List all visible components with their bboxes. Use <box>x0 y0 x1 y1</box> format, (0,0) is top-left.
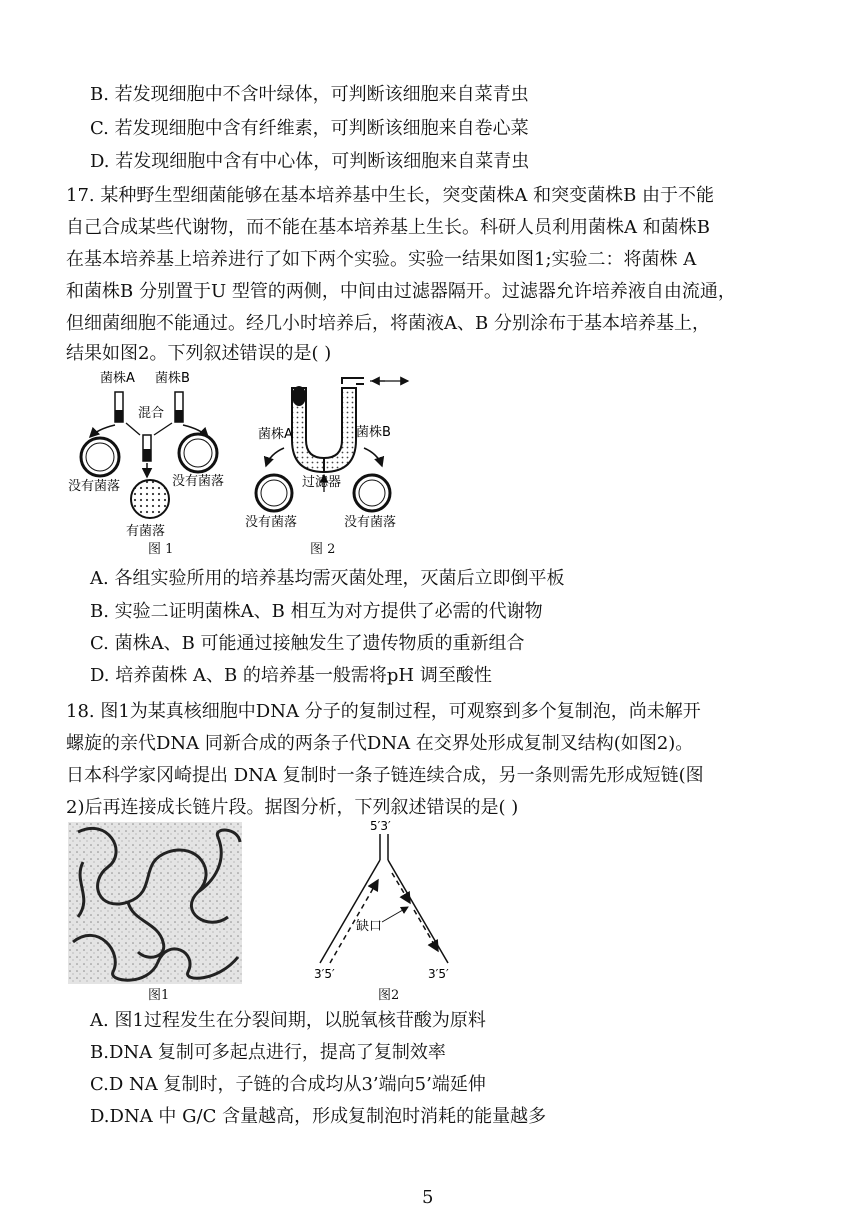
q17-fig1-caption: 图 1 <box>148 542 174 557</box>
q18-fig1-caption: 图1 <box>148 988 170 1003</box>
q17-stem-line-3: 在基本培养基上培养进行了如下两个实验。实验一结果如图1;实验二：将菌株 A <box>66 249 697 270</box>
q18-option-c: C.D NA 复制时，子链的合成均从3’端向5’端延伸 <box>90 1074 486 1095</box>
q17-option-d: D. 培养菌株 A、B 的培养基一般需将pH 调至酸性 <box>90 665 492 686</box>
fig2-no-colony-right: 没有菌落 <box>344 515 397 530</box>
fig2-no-colony-left: 没有菌落 <box>245 515 298 530</box>
q16-option-c: C. 若发现细胞中含有纤维素，可判断该细胞来自卷心菜 <box>90 118 529 139</box>
q18-stem-line-2: 螺旋的亲代DNA 同新合成的两条子代DNA 在交界处形成复制叉结构(如图2)。 <box>66 733 694 754</box>
fig1-no-colony-right: 没有菌落 <box>172 474 225 489</box>
q18-figure-1-micrograph <box>68 822 242 984</box>
fig2-gap-label: 缺口 <box>356 919 383 934</box>
page-number: 5 <box>422 1187 434 1208</box>
fig2-filter-label: 过滤器 <box>302 475 342 490</box>
q16-option-b: B. 若发现细胞中不含叶绿体，可判断该细胞来自菜青虫 <box>90 84 529 105</box>
q18-option-a: A. 图1过程发生在分裂间期，以脱氧核苷酸为原料 <box>90 1010 486 1031</box>
q17-fig2-caption: 图 2 <box>310 542 336 557</box>
fig2-strain-a-label: 菌株A <box>258 427 293 442</box>
q17-option-b: B. 实验二证明菌株A、B 相互为对方提供了必需的代谢物 <box>90 601 543 622</box>
q18-fig2-caption: 图2 <box>378 988 400 1003</box>
fig2-strain-b-label: 菌株B <box>356 425 391 440</box>
fig1-mix-label: 混合 <box>138 406 165 421</box>
q18-stem-line-1: 18. 图1为某真核细胞中DNA 分子的复制过程，可观察到多个复制泡，尚未解开 <box>66 701 701 722</box>
q18-stem-line-4: 2)后再连接成长链片段。据图分析，下列叙述错误的是( ) <box>66 797 519 818</box>
fig1-no-colony-left: 没有菌落 <box>68 479 121 494</box>
q18-figure-2-replication-fork <box>300 818 470 984</box>
q17-stem-line-6: 结果如图2。下列叙述错误的是( ) <box>66 343 332 364</box>
plate-a-icon <box>81 438 119 476</box>
plate-mix-icon <box>131 480 169 518</box>
fig2-bottom-right-label: 3′5′ <box>428 967 449 981</box>
q18-option-d: D.DNA 中 G/C 含量越高，形成复制泡时消耗的能量越多 <box>90 1106 547 1127</box>
fig1-strain-a-label: 菌株A <box>100 371 135 386</box>
q17-stem-line-2: 自己合成某些代谢物，而不能在基本培养基上生长。科研人员利用菌株A 和菌株B <box>66 217 710 238</box>
q17-figure-2 <box>240 370 415 540</box>
q17-figure-1 <box>60 365 250 540</box>
fig1-has-colony: 有菌落 <box>126 524 166 539</box>
q18-stem-line-3: 日本科学家冈崎提出 DNA 复制时一条子链连续合成，另一条则需先形成短链(图 <box>66 765 704 786</box>
plate-b-icon <box>179 434 217 472</box>
q18-option-b: B.DNA 复制可多起点进行，提高了复制效率 <box>90 1042 446 1063</box>
q17-option-c: C. 菌株A、B 可能通过接触发生了遗传物质的重新组合 <box>90 633 525 654</box>
fig1-strain-b-label: 菌株B <box>155 371 190 386</box>
q17-stem-line-5: 但细菌细胞不能通过。经几小时培养后，将菌液A、B 分别涂布于基本培养基上， <box>66 313 710 334</box>
q17-stem-line-4: 和菌株B 分别置于U 型管的两侧，中间由过滤器隔开。过滤器允许培养液自由流通， <box>66 281 736 302</box>
q16-option-d: D. 若发现细胞中含有中心体，可判断该细胞来自菜青虫 <box>90 151 530 172</box>
q17-stem-line-1: 17. 某种野生型细菌能够在基本培养基中生长，突变菌株A 和突变菌株B 由于不能 <box>66 185 715 206</box>
q17-option-a: A. 各组实验所用的培养基均需灭菌处理，灭菌后立即倒平板 <box>90 568 565 589</box>
fig2-top-label: 5′3′ <box>370 819 391 833</box>
fig2-bottom-left-label: 3′5′ <box>314 967 335 981</box>
